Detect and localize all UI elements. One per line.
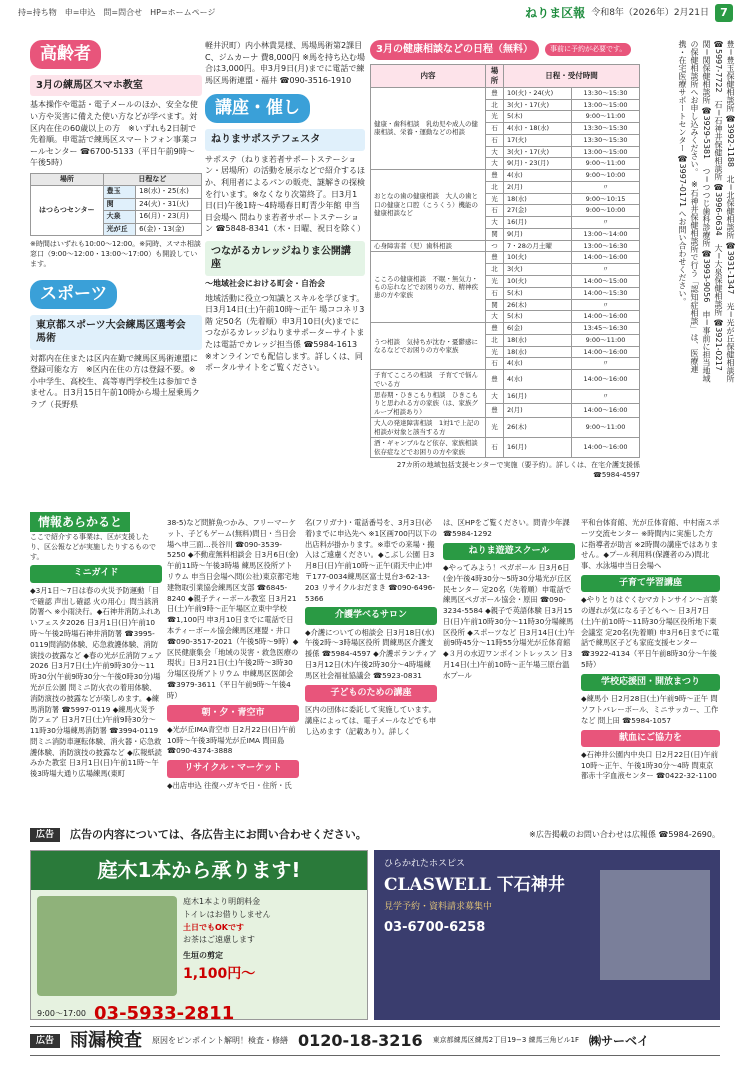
ad-hospice-name: CLASWELL 下石神井 — [384, 875, 565, 896]
info-col-2b-text: ◆光が丘IMA青空市 日2月22日(日)午前10時〜午後3時場光が丘IMA 問田島 ☎090-4374-3888 — [167, 724, 296, 756]
ad-contact: ※広告掲載のお問い合わせは広報係 ☎5984-2690。 — [529, 829, 720, 839]
ad-garden-item: 土日でもOKです — [183, 922, 244, 932]
health-cell-date: 7・28の月土曜 — [504, 240, 572, 252]
health-title: 3月の健康相談などの日程（無料） — [370, 40, 539, 60]
health-cell-date: 27(金) — [504, 205, 572, 217]
elderly-title: 3月の練馬区スマホ教室 — [30, 75, 202, 97]
school-bar: ねりま遊遊スクール — [443, 543, 575, 560]
school-fest-bar: 学校応援団・開放まつり — [581, 674, 720, 691]
health-cell-time: 14:00〜16:00 — [572, 404, 640, 418]
health-cell-time: 〃 — [572, 181, 640, 193]
info-col-3-text: 名(フリガナ)・電話番号を、3月3日(必着)までに申込先へ ※1区画700円以下の出店料が掛かります。※車での来場・搬入はご遠慮ください。◆こぶし公園 日3月8日(日)午前10時〜正午(雨天中止)申〒177-0034練馬区富士見台3-62-13-203 リサイクルおだまき ☎090-6496-5366 — [305, 518, 437, 603]
health-cell-place: 豊 — [486, 87, 504, 99]
health-cell-time: 〃 — [572, 264, 640, 276]
care-bar: 介護学べるサロン — [305, 607, 437, 624]
health-cell-place: 関 — [486, 299, 504, 311]
table-cell-place: 豊玉 — [103, 186, 135, 198]
health-cell-place: 石 — [486, 438, 504, 458]
table-cell-dates: 18(水)・25(水) — [136, 186, 202, 198]
health-cell-time: 13:00〜16:30 — [572, 240, 640, 252]
category-elderly: 高齢者 — [30, 40, 101, 69]
health-cell-place: 石 — [486, 123, 504, 135]
health-cell-time: 14:00〜16:00 — [572, 370, 640, 390]
ad-bottom-phone: 0120-18-3216 — [298, 1031, 423, 1051]
ad-bottom-addr: 東京都練馬区練馬2丁目19−3 練馬三角ビル1F — [432, 1036, 580, 1045]
health-cell-place: 豊 — [486, 323, 504, 335]
info-col-4 — [443, 518, 575, 822]
info-col-5-text: 平和台体育館、光が丘体育館、中村南スポーツ交流センター ※時間内に実施した方に指導者が助言 ※2時間の講座ではありません。◆プール利用料(保護者のみ)問北事、水泳場申当日会場へ — [581, 518, 720, 571]
health-cell-time: 13:30〜15:30 — [572, 134, 640, 146]
health-cell-time: 14:00〜15:00 — [572, 276, 640, 288]
health-cell-time: 13:45〜16:30 — [572, 323, 640, 335]
table-header-place: 場所 — [31, 174, 104, 186]
table-cell-place: 光が丘 — [103, 223, 135, 235]
ad-building-image — [600, 870, 710, 980]
ad-tag: 広告 — [30, 828, 60, 842]
health-cell-time: 9:00〜11:00 — [572, 418, 640, 438]
health-cell-date: 4(水)・18(水) — [504, 123, 572, 135]
health-cell-time: 9:00〜10:00 — [572, 170, 640, 182]
health-row — [371, 252, 640, 264]
health-cell-place: 豊 — [486, 252, 504, 264]
health-cell-date: 2(月) — [504, 404, 572, 418]
sports-title: 東京都スポーツ大会練馬区選考会 馬術 — [30, 315, 202, 350]
health-cell-time: 14:00〜15:30 — [572, 287, 640, 299]
college-subtitle: 〜地域社会における町会・自治会 — [205, 278, 325, 288]
health-cell-time: 〃 — [572, 299, 640, 311]
health-cell-place: 豊 — [486, 370, 504, 390]
health-cell-place: 石 — [486, 134, 504, 146]
health-cell-date: 4(水) — [504, 358, 572, 370]
health-cell-date: 10(火)・24(火) — [504, 87, 572, 99]
ad-hours: 9:00〜17:00 — [37, 1008, 87, 1018]
table-header-dates: 日程など — [103, 174, 201, 186]
health-category: 子育てこころの相談 子育てで悩んでいる方 — [371, 370, 486, 390]
health-cell-date: 9(月) — [504, 228, 572, 240]
ad-price-label: 生垣の剪定 — [183, 951, 223, 961]
ad-garden-item: お茶はご遠慮します — [183, 935, 255, 945]
ad-bottom-name: 雨漏検査 — [70, 1029, 143, 1051]
health-category: 大人の発達障害相談 1対1で上記の相談が対象と該当する方 — [371, 418, 486, 438]
college-title: つながるカレッジねりま公開講座 — [205, 241, 365, 276]
info-col-1-text: ◆3月1日〜7日は春の火災予防運動「目で確認 声出し確認 火の用心」問当該消防署へ ※小雨決行。◆石神井消防ふれあいフェスタ2026 日3月1日(日)午前10時〜午後2時場石神井消防署 ☎3995-0119問消防体験、応急救護体験、消防演技の披露など ◆春の光が丘消防フェア2026 日3月7日(土)午前9時30分〜11時30分(午前9時30分〜午後0時30分)場光が丘公園 問ミニ防火衣の着用体験、消防演技の披露などが楽しめます。◆練馬消防署 ☎5997-0119 ◆練馬火災予防フェア 日3月7日(土)午前9時30分〜11時30分場練馬消防署 ☎3994-0119問ミニ消防車運転体験、消火器・応急救護体験、消防演技の披露など ◆広報紙読みかた教室 日3月1日(日)午前11時〜午後3時場大通り広場練馬(東町 — [30, 585, 162, 779]
health-cell-date: 3(火)・17(火) — [504, 99, 572, 111]
info-col-3c-text: 区内の団体に委託して実施しています。講座によっては、電子メールなどでも申し込めます（記載あり）。詳しく — [305, 704, 437, 736]
ad-hospice-tagline: ひらかれたホスピス — [384, 859, 466, 869]
health-cell-date: 26(木) — [504, 418, 572, 438]
health-row — [371, 240, 640, 252]
health-cell-place: 豊 — [486, 170, 504, 182]
health-cell-place: 大 — [486, 390, 504, 404]
ad-price: 1,100円～ — [183, 965, 256, 982]
health-cell-place: 大 — [486, 217, 504, 229]
sports-body: 対都内在住または区内在勤で練馬区馬術連盟に登録可能な方 ※区内在住の方は登録不要。※小中学生、高校生、高等専門学校生は参加できません。日3月15日午前10時から場土屋乗馬クラブ（長野県 — [30, 353, 200, 409]
elderly-notes: ※時間はいずれも10:00〜12:00。※同時、スマホ相談窓口（9:00〜12:00・13:00〜17:00）も開設しています。 — [30, 240, 201, 269]
blood-bar: 献血にご協力を — [581, 730, 720, 747]
ad-garden — [30, 850, 368, 1020]
health-cell-date: 5(木) — [504, 287, 572, 299]
health-cell-place: 豊 — [486, 404, 504, 418]
health-cell-time: 9:00〜11:00 — [572, 158, 640, 170]
health-cell-place: 光 — [486, 193, 504, 205]
health-cell-date: 9(月)・23(月) — [504, 158, 572, 170]
health-cell-date: 18(水) — [504, 193, 572, 205]
ad-bottom-tag: 広告 — [30, 1034, 60, 1048]
health-cell-time: 9:00〜10:15 — [572, 193, 640, 205]
health-category: 心身障害者（児）歯科相談 — [371, 240, 486, 252]
table-cell-dates: 6(金)・13(金) — [136, 223, 202, 235]
masthead-date: 令和8年（2026年）2月21日 — [591, 7, 709, 18]
health-cell-place: つ — [486, 240, 504, 252]
info-col-4-text: は、区HPをご覧ください。問青少年課 ☎5984-1292 — [443, 518, 570, 538]
health-cell-time: 13:30〜15:30 — [572, 123, 640, 135]
health-cell-date: 2(月) — [504, 181, 572, 193]
parenting-bar: 子育て学習講座 — [581, 575, 720, 592]
health-cell-place: 大 — [486, 146, 504, 158]
ad-bottom-company: ㈱サーベイ — [589, 1033, 650, 1048]
health-row — [371, 323, 640, 335]
health-cell-date: 4(水) — [504, 370, 572, 390]
health-cell-place: 北 — [486, 99, 504, 111]
health-header-content: 内容 — [371, 64, 486, 87]
info-col-3b-text: ◆介護についての相談会 日3月18日(水)午後2時〜3時場区役所 問練馬区介護支援係 ☎5984-4597 ◆介護ボランティア 日3月12日(木)午後2時30分〜4時場練馬区社会福祉協議会 ☎5923-0831 — [305, 627, 437, 680]
ad-hospice-phone: 03-6700-6258 — [384, 920, 486, 936]
health-cell-date: 3(火) — [504, 264, 572, 276]
health-cell-time: 13:00〜14:00 — [572, 228, 640, 240]
health-header-schedule: 日程・受付時間 — [504, 64, 640, 87]
ad-garden-item: 庭木1本より明朗料金 — [183, 897, 261, 906]
health-row — [371, 370, 640, 390]
health-cell-date: 5(木) — [504, 311, 572, 323]
health-cell-time: 9:00〜11:00 — [572, 334, 640, 346]
health-cell-date: 16(月) — [504, 390, 572, 404]
info-col-5c-text: ◆練馬小 日2月28日(土)午前9時〜正午 問ソフトバレーボール、ミニサッカー、工作など 問上田 ☎5984-1057 — [581, 694, 719, 725]
kids-bar: 子どものための講座 — [305, 685, 437, 702]
ad-photo — [37, 896, 177, 996]
health-cell-time: 13:00〜15:00 — [572, 99, 640, 111]
health-row — [371, 438, 640, 458]
college-body: 地域活動に役立つ知識とスキルを学びます。日3月14日(土)午前10時〜正午 場ココネリ3階 定50名（先着順）申3月10日(火)までにつながるカレッジねりまサポーターサイトまたは電話でカレッジ担当係 ☎5984-1613 ※オンラインでも配信します。詳しくは、同ポータルサイトをご覧ください。 — [205, 293, 365, 373]
health-section — [370, 40, 640, 480]
health-cell-place: 北 — [486, 181, 504, 193]
info-col-5b-text: ◆やりとりはぐくむマカトンサイン〜言葉の遅れが気になる子どもへ〜 日3月7日(土)午前10時〜11時30分場区役所地下東会議室 定20名(先着順) 申3月6日までに電話で練馬区子ども家庭支援センター ☎3922-4134（平日午前8時30分〜午後5時） — [581, 595, 720, 670]
health-cell-date: 18(水) — [504, 346, 572, 358]
vertical-info: 豊＝豊玉保健相談所 ☎3992-1188 北＝北保健相談所 ☎3931-1347 光＝光が丘保健相談所 ☎5997-7722 石＝石神井保健相談所 ☎3996-0634 大＝大泉保健相談所 ☎3921-0217 関＝関保健相談所 ☎3929-5381 つ＝つつじ歯科診療所 ☎3993-9056 申＝事前に担当地域の保健相談所へお申し込みください。 ※石神井保健相談所で行う「認知症相談」は、医療連携・在宅医療サポートセンター ☎3997-0171 へお問い合わせください。 — [678, 40, 735, 383]
health-cell-time: 14:00〜16:00 — [572, 252, 640, 264]
ad-phone: 03-5933-2811 — [94, 1003, 235, 1020]
health-category: 思春期・ひきこもり相談 ひきこもりと思われる方の家族（は、家族グループ相談あり） — [371, 390, 486, 418]
fest-body: サポステ（ねりま若者サポートステーション・居場所）の活動を展示などで紹介するほか、利用者によるパンの販売、謎解きの探検を行います。※なくなり次第終了。日3月1日(日)午後1時〜4時場春日町青少年館 申当日会場へ 問ねりま若者サポートステーション ☎5848-8341（木・日曜、祝日を除く） — [205, 154, 366, 234]
health-cell-time: 〃 — [572, 217, 640, 229]
info-col-5 — [581, 518, 720, 822]
info-col-2c-text: ◆出店申込 往復ハガキで日・住所・氏 — [167, 780, 292, 790]
health-cell-time: 〃 — [572, 358, 640, 370]
masthead-logo: ねりま区報 — [525, 5, 586, 20]
health-cell-time: 13:00〜15:00 — [572, 146, 640, 158]
health-cell-date: 6(金) — [504, 323, 572, 335]
health-cell-date: 10(火) — [504, 276, 572, 288]
header-legend: 持=持ち物 申=申込 問=問合せ HP=ホームページ — [18, 8, 216, 17]
table-cell-dates: 16(月)・23(月) — [136, 211, 202, 223]
health-table — [370, 64, 640, 459]
category-lecture: 講座・催し — [205, 94, 310, 123]
table-cell-dates: 24(火)・31(火) — [136, 198, 202, 210]
continued-body: 軽井沢町）内小林貴晃様、馬場馬術第2課目C、ジムカーナ 費8,000円 ※馬を持ち込む場合は3,000円。申3月9日(月)までに電話で練馬区馬術連盟・福井 ☎090-3516-1910 — [205, 41, 365, 85]
table-cell-place: 大泉 — [103, 211, 135, 223]
info-col-1 — [30, 532, 162, 822]
health-category: うつ相談 気持ちが沈む・憂鬱感になるなどでお困りの方や家族 — [371, 323, 486, 370]
health-footer: 27カ所の地域包括支援センターで実施（要予約）。詳しくは、在宅介護支援係 ☎5984-4597 — [396, 461, 640, 480]
health-row — [371, 87, 640, 99]
health-cell-date: 10(火) — [504, 252, 572, 264]
table-cell-place: 関 — [103, 198, 135, 210]
health-cell-place: 光 — [486, 111, 504, 123]
health-cell-date: 16(月) — [504, 438, 572, 458]
health-row — [371, 170, 640, 182]
health-cell-place: 光 — [486, 418, 504, 438]
ad-garden-headline: 庭木1本から承ります! — [31, 851, 367, 890]
elderly-section — [30, 40, 202, 411]
health-cell-time: 14:00〜16:00 — [572, 346, 640, 358]
ad-hospice — [374, 850, 720, 1020]
info-col-2-text: 38-5)など問鮮魚つかみ、フリーマーケット、子どもゲーム(無料)問日・当日会場へ申三面…長谷川 ☎090-3539-5250 ◆不動産無料相談会 日3月6日(金)午前11時〜午後3時場 練馬区役所アトリウム 申当日会場へ問(公社)東京都宅地建物取引業協会練馬区支部 ☎6845-8240 ◆親子ティーボール教室 日3月21日(土)午前9時〜正午場区立東中学校 ☎1,100円 申3月10日までに電話で日本ティーボール協会練馬区連盟・井口 ☎090-3517-2021（午後5時〜9時）◆区民健康集会「地域の災害・救急医療の現状」日3月21日(土)午後2時〜3時30分場区役所アトリウム 申練馬区医師会 ☎3979-3611（平日午前9時〜午後4時） — [167, 518, 299, 700]
health-cell-place: 光 — [486, 346, 504, 358]
masthead — [525, 4, 733, 22]
health-row — [371, 390, 640, 404]
health-category: 酒・ギャンブルなど依存、家族相談 依存症などでお困りの方や家族 — [371, 438, 486, 458]
health-cell-date: 18(水) — [504, 334, 572, 346]
health-category: こころの健康相談 不眠・無気力・もの忘れなどでお困りの方、精神疾患の方や家族 — [371, 252, 486, 323]
elderly-body: 基本操作や電話・電子メールのほか、安全な使い方や災害に備えた使い方などが学べます。対区内在住の60歳以上の方 ※いずれも2日制で先着順。申電話で練馬区スマートフォン事業コールセンター ☎6700-5133（平日午前9時〜午後5時） — [30, 100, 198, 168]
health-cell-date: 3(火)・17(火) — [504, 146, 572, 158]
health-cell-date: 16(月) — [504, 217, 572, 229]
page-number: 7 — [715, 4, 733, 22]
health-cell-time: 9:00〜11:00 — [572, 111, 640, 123]
ad-notice-strip — [30, 826, 720, 844]
info-col-5d-text: ◆石神井公園内中央口 日2月22日(日)午前10時〜正午、午後1時30分〜4時 問東京都赤十字血液センター ☎0422-32-1100 — [581, 749, 719, 781]
info-col-2 — [167, 518, 299, 822]
health-cell-place: 光 — [486, 276, 504, 288]
health-cell-time: 9:00〜10:00 — [572, 205, 640, 217]
health-cell-date: 5(木) — [504, 111, 572, 123]
ad-bottom-sub: 原因をピンポイント解明！検査・修繕 — [152, 1035, 289, 1045]
health-note: 事前に予約が必要です。 — [545, 43, 631, 56]
health-cell-time: 14:00〜16:00 — [572, 311, 640, 323]
health-cell-place: 大 — [486, 311, 504, 323]
ad-garden-item: トイレはお借りしません — [183, 909, 271, 919]
health-cell-place: 石 — [486, 205, 504, 217]
health-cell-place: 北 — [486, 334, 504, 346]
recycle-bar: リサイクル・マーケット — [167, 760, 299, 777]
health-cell-date: 26(木) — [504, 299, 572, 311]
health-cell-time: 14:00〜16:00 — [572, 438, 640, 458]
table-group: はつらつセンター — [31, 186, 104, 236]
health-cell-place: 大 — [486, 158, 504, 170]
health-cell-place: 北 — [486, 264, 504, 276]
health-cell-time: 13:30〜15:30 — [572, 87, 640, 99]
schedule-table — [30, 173, 202, 236]
info-col-4b-text: ◆やってみよう！ペガボール 日3月6日(金)午後4時30分〜5時30分場光が丘区民センター 定20名（先着順）申電話で練馬区ペガボール協会・原田 ☎090-3234-5584 ◆親子で英語体験 日3月15日(日)午前10時30分〜11時30分場練馬区役所 ◆スポーツなど 日3月14日(土)午前9時45分〜11時55分場光が丘体育館 ◆３月の水辺ワンポイントレッスン 日3月14日(土)午前10時〜正午場三原台温水プール — [443, 562, 575, 680]
health-category: 健康・歯科相談 乳幼児や成人の健康相談、栄養・運動などの相談 — [371, 87, 486, 169]
lecture-section — [205, 40, 365, 374]
health-row — [371, 418, 640, 438]
health-cell-date: 17(火) — [504, 134, 572, 146]
fest-title: ねりまサポステフェスタ — [205, 129, 365, 151]
table-row — [31, 186, 202, 198]
health-cell-place: 石 — [486, 287, 504, 299]
health-cell-place: 石 — [486, 358, 504, 370]
health-header-place: 場所 — [486, 64, 504, 87]
ad-notice: 広告の内容については、各広告主にお問い合わせください。 — [70, 827, 367, 841]
health-category: おとなの歯の健康相談 大人の歯と口の健康と口腔（こうくう）機能の健康相談など — [371, 170, 486, 241]
health-cell-date: 4(水) — [504, 170, 572, 182]
ad-hospice-sub: 見学予約・資料請求募集中 — [384, 902, 493, 913]
info-intro: ここで紹介する事業は、区が支援したり、区公報などが実施したりするものです。 — [30, 533, 156, 562]
health-cell-time: 〃 — [572, 390, 640, 404]
info-col-3 — [305, 518, 437, 822]
health-cell-place: 関 — [486, 228, 504, 240]
mini-guide-bar: ミニガイド — [30, 565, 162, 582]
info-title: 情報あらかると — [30, 512, 130, 532]
category-sports: スポーツ — [30, 280, 117, 309]
market-bar: 朝・夕・青空市 — [167, 705, 299, 722]
ad-bottom — [30, 1026, 720, 1056]
